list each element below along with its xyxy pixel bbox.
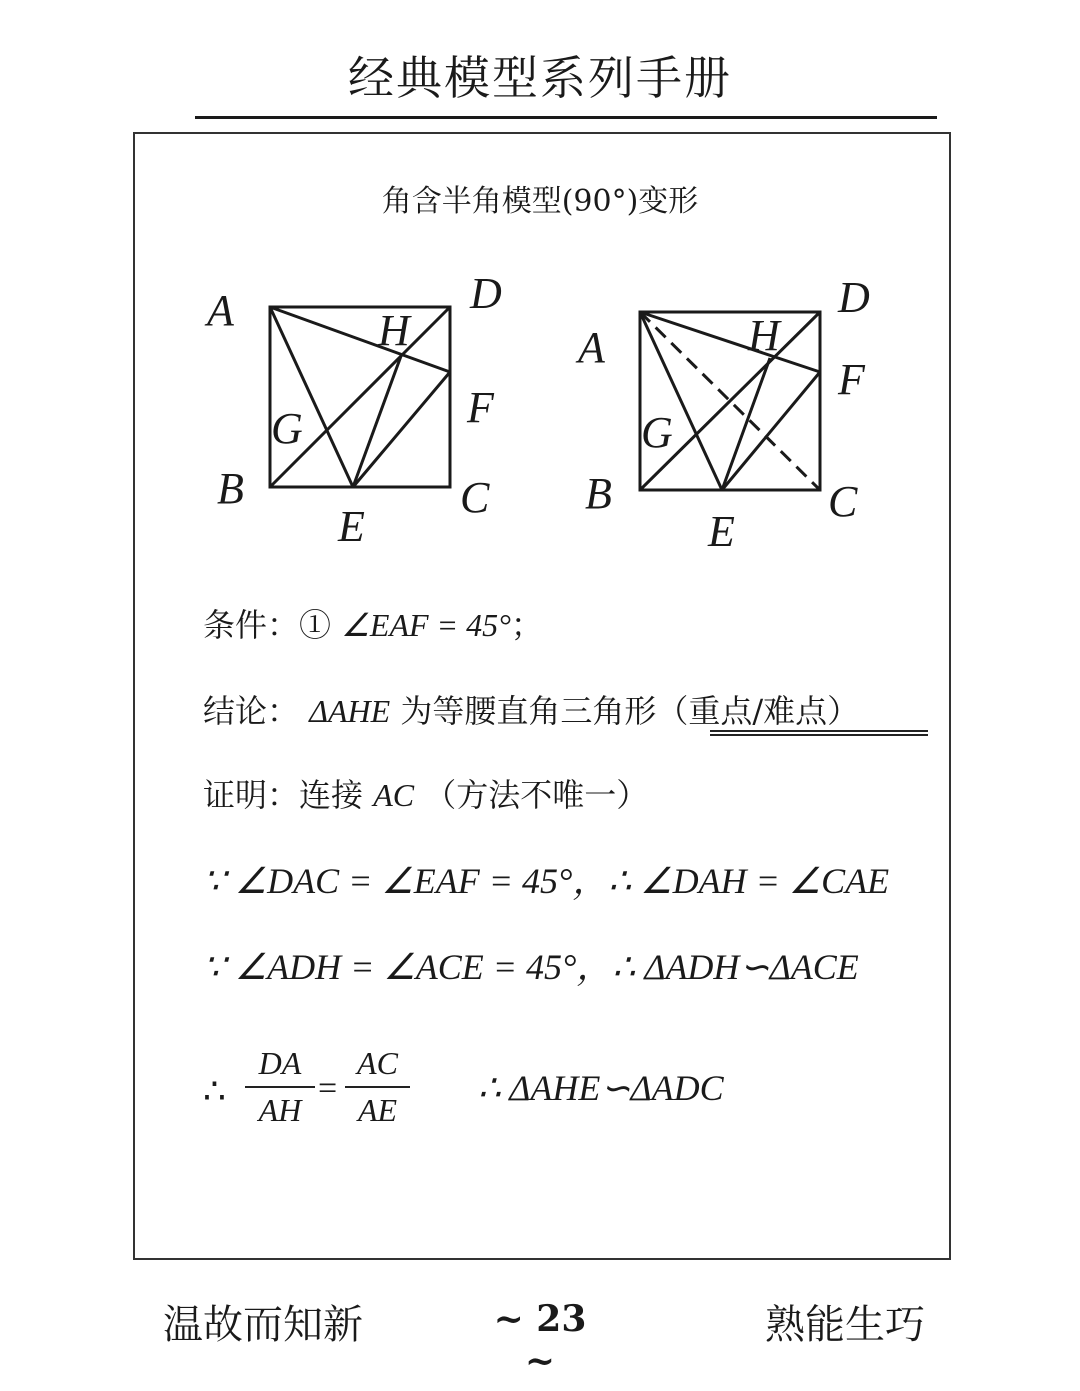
equals-sign: = <box>318 1070 338 1107</box>
proof-line-3-tail: ∴ ΔAHE∽ΔADC <box>478 1068 724 1108</box>
segment-eh <box>353 356 401 487</box>
diagonal-bd <box>270 307 450 487</box>
conclusion-prefix: 结论： <box>203 692 300 730</box>
label-f: F <box>838 355 865 404</box>
condition-marker: ① <box>299 606 332 644</box>
conclusion-line <box>203 686 859 732</box>
proof-prefix: 证明：连接 <box>203 776 364 814</box>
label-a: A <box>207 286 234 335</box>
proof-note: （方法不唯一） <box>424 776 649 814</box>
segment-ae <box>640 312 722 490</box>
diagonal-bd <box>640 312 820 490</box>
figure-2 <box>570 265 900 565</box>
label-c: C <box>460 473 490 522</box>
fraction-da-ah <box>245 1045 315 1129</box>
proof-intro-line <box>203 770 648 816</box>
conclusion-expr: ΔAHE <box>309 693 391 729</box>
label-h: H <box>748 311 780 360</box>
label-d: D <box>470 269 502 318</box>
label-e: E <box>338 502 365 551</box>
condition-prefix: 条件： <box>203 606 300 644</box>
fraction-bar <box>245 1086 315 1088</box>
label-g: G <box>641 408 673 457</box>
label-b: B <box>217 464 244 513</box>
segment-eh <box>722 358 770 490</box>
label-h: H <box>378 306 410 355</box>
condition-suffix: ； <box>510 606 543 644</box>
label-a: A <box>578 323 605 372</box>
conclusion-text: 为等腰直角三角形 <box>400 692 657 730</box>
segment-ef <box>722 372 820 490</box>
proof-expr: AC <box>373 777 415 813</box>
page-header-title: 经典模型系列手册 <box>348 51 732 105</box>
figure-1 <box>195 265 535 555</box>
label-b: B <box>585 469 612 518</box>
proof-line-2: ∵ ∠ADH = ∠ACE = 45°，∴ ΔADH∽ΔACE <box>203 947 859 987</box>
label-d: D <box>838 273 870 322</box>
label-f: F <box>467 383 494 432</box>
label-g: G <box>271 404 303 453</box>
fraction-bar <box>345 1086 410 1088</box>
fraction-denominator: AE <box>357 1092 398 1128</box>
label-e: E <box>708 507 735 556</box>
label-c: C <box>828 477 858 526</box>
header-rule <box>195 116 937 119</box>
page-number: ~ 23 ~ <box>493 1298 587 1382</box>
footer-left-motto: 温故而知新 <box>163 1302 363 1348</box>
condition-expr: ∠EAF = 45° <box>341 607 511 643</box>
proof-line-1: ∵ ∠DAC = ∠EAF = 45°，∴ ∠DAH = ∠CAE <box>203 861 890 901</box>
section-title: 角含半角模型(90°)变形 <box>381 184 699 219</box>
segment-af <box>640 312 820 372</box>
therefore-symbol: ∴ <box>203 1071 226 1111</box>
key-point-double-underline <box>710 730 928 736</box>
fraction-ac-ae <box>345 1045 410 1129</box>
conclusion-highlight: （重点/难点） <box>656 692 860 730</box>
fraction-denominator: AH <box>258 1092 302 1128</box>
condition-line <box>203 600 543 646</box>
fraction-numerator: DA <box>258 1045 302 1081</box>
footer-right-motto: 熟能生巧 <box>765 1302 925 1348</box>
fraction-numerator: AC <box>357 1045 398 1081</box>
